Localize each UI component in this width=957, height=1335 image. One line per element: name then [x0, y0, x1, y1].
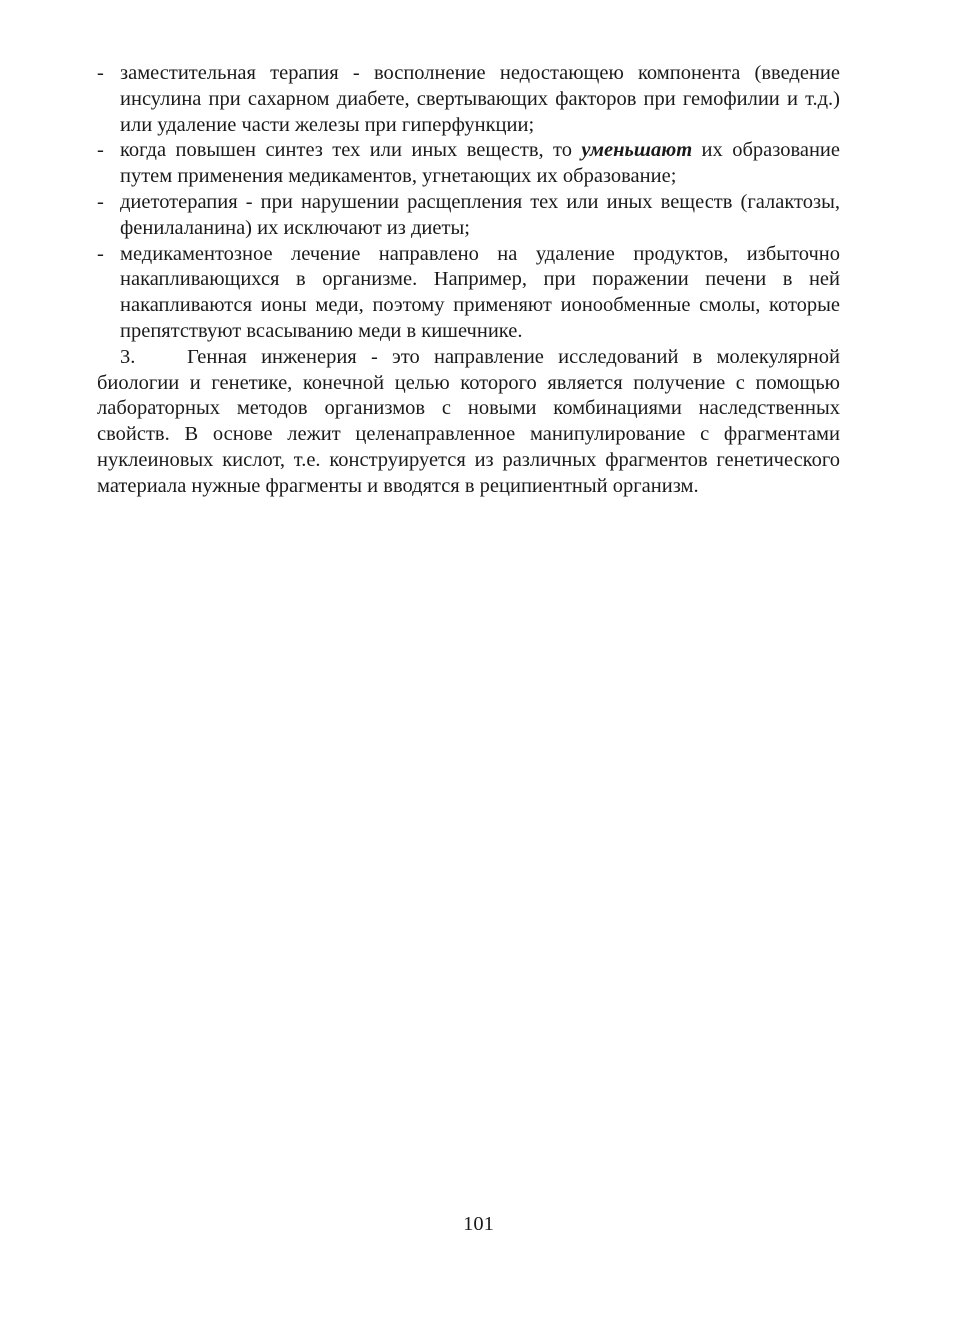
bullet-text-start: когда повышен синтез тех или иных веществ, то [120, 139, 582, 162]
bullet-dash: - [97, 190, 104, 213]
bullet-dash: - [97, 139, 104, 162]
paragraph-text: Генная инженерия - это направление исследований в молекулярной биологии и генетике, конечной целью которого является получение с помощью лабораторных методов организмов с новыми комбинациями наследственных свойств. В основе лежит целенаправленное манипулирование с фрагментами нуклеиновых кислот, т.е. конструируется из различных фрагментов генетического материала нужные фрагменты и вводятся в реципиентный организм. [97, 345, 840, 497]
bullet-item-replacement-therapy [97, 61, 840, 138]
page-number: 101 [463, 1213, 494, 1235]
bullet-dash: - [97, 242, 104, 265]
bullet-text-end: их образование путем применения медикаментов, угнетающих их образование; [120, 139, 840, 188]
bullet-text: диетотерапия - при нарушении расщепления тех или иных веществ (галактозы, фенилаланина) их исключают из диеты; [120, 190, 840, 239]
bullet-item-diet-therapy [97, 190, 840, 242]
bullet-text: заместительная терапия - восполнение недостающею компонента (введение инсулина при сахарном диабете, свертывающих факторов при гемофилии и т.д.) или удаление части железы при гиперфункции; [120, 62, 840, 136]
bullet-text [120, 138, 840, 190]
bullet-dash: - [97, 62, 104, 84]
bullet-item-medication [97, 242, 840, 345]
emphasized-word: уменьшают [581, 139, 693, 162]
paragraph-genetic-engineering [97, 345, 840, 500]
paragraph-number: 3. [120, 345, 136, 368]
bullet-item-reduce-synthesis [97, 138, 840, 190]
page-body [97, 61, 840, 500]
bullet-text: медикаментозное лечение направлено на удаление продуктов, избыточно накапливающихся в организме. Например, при поражении печени в ней накапливаются ионы меди, поэтому применяют ионообменные смолы, которые препятствуют всасыванию меди в кишечнике. [120, 242, 840, 342]
